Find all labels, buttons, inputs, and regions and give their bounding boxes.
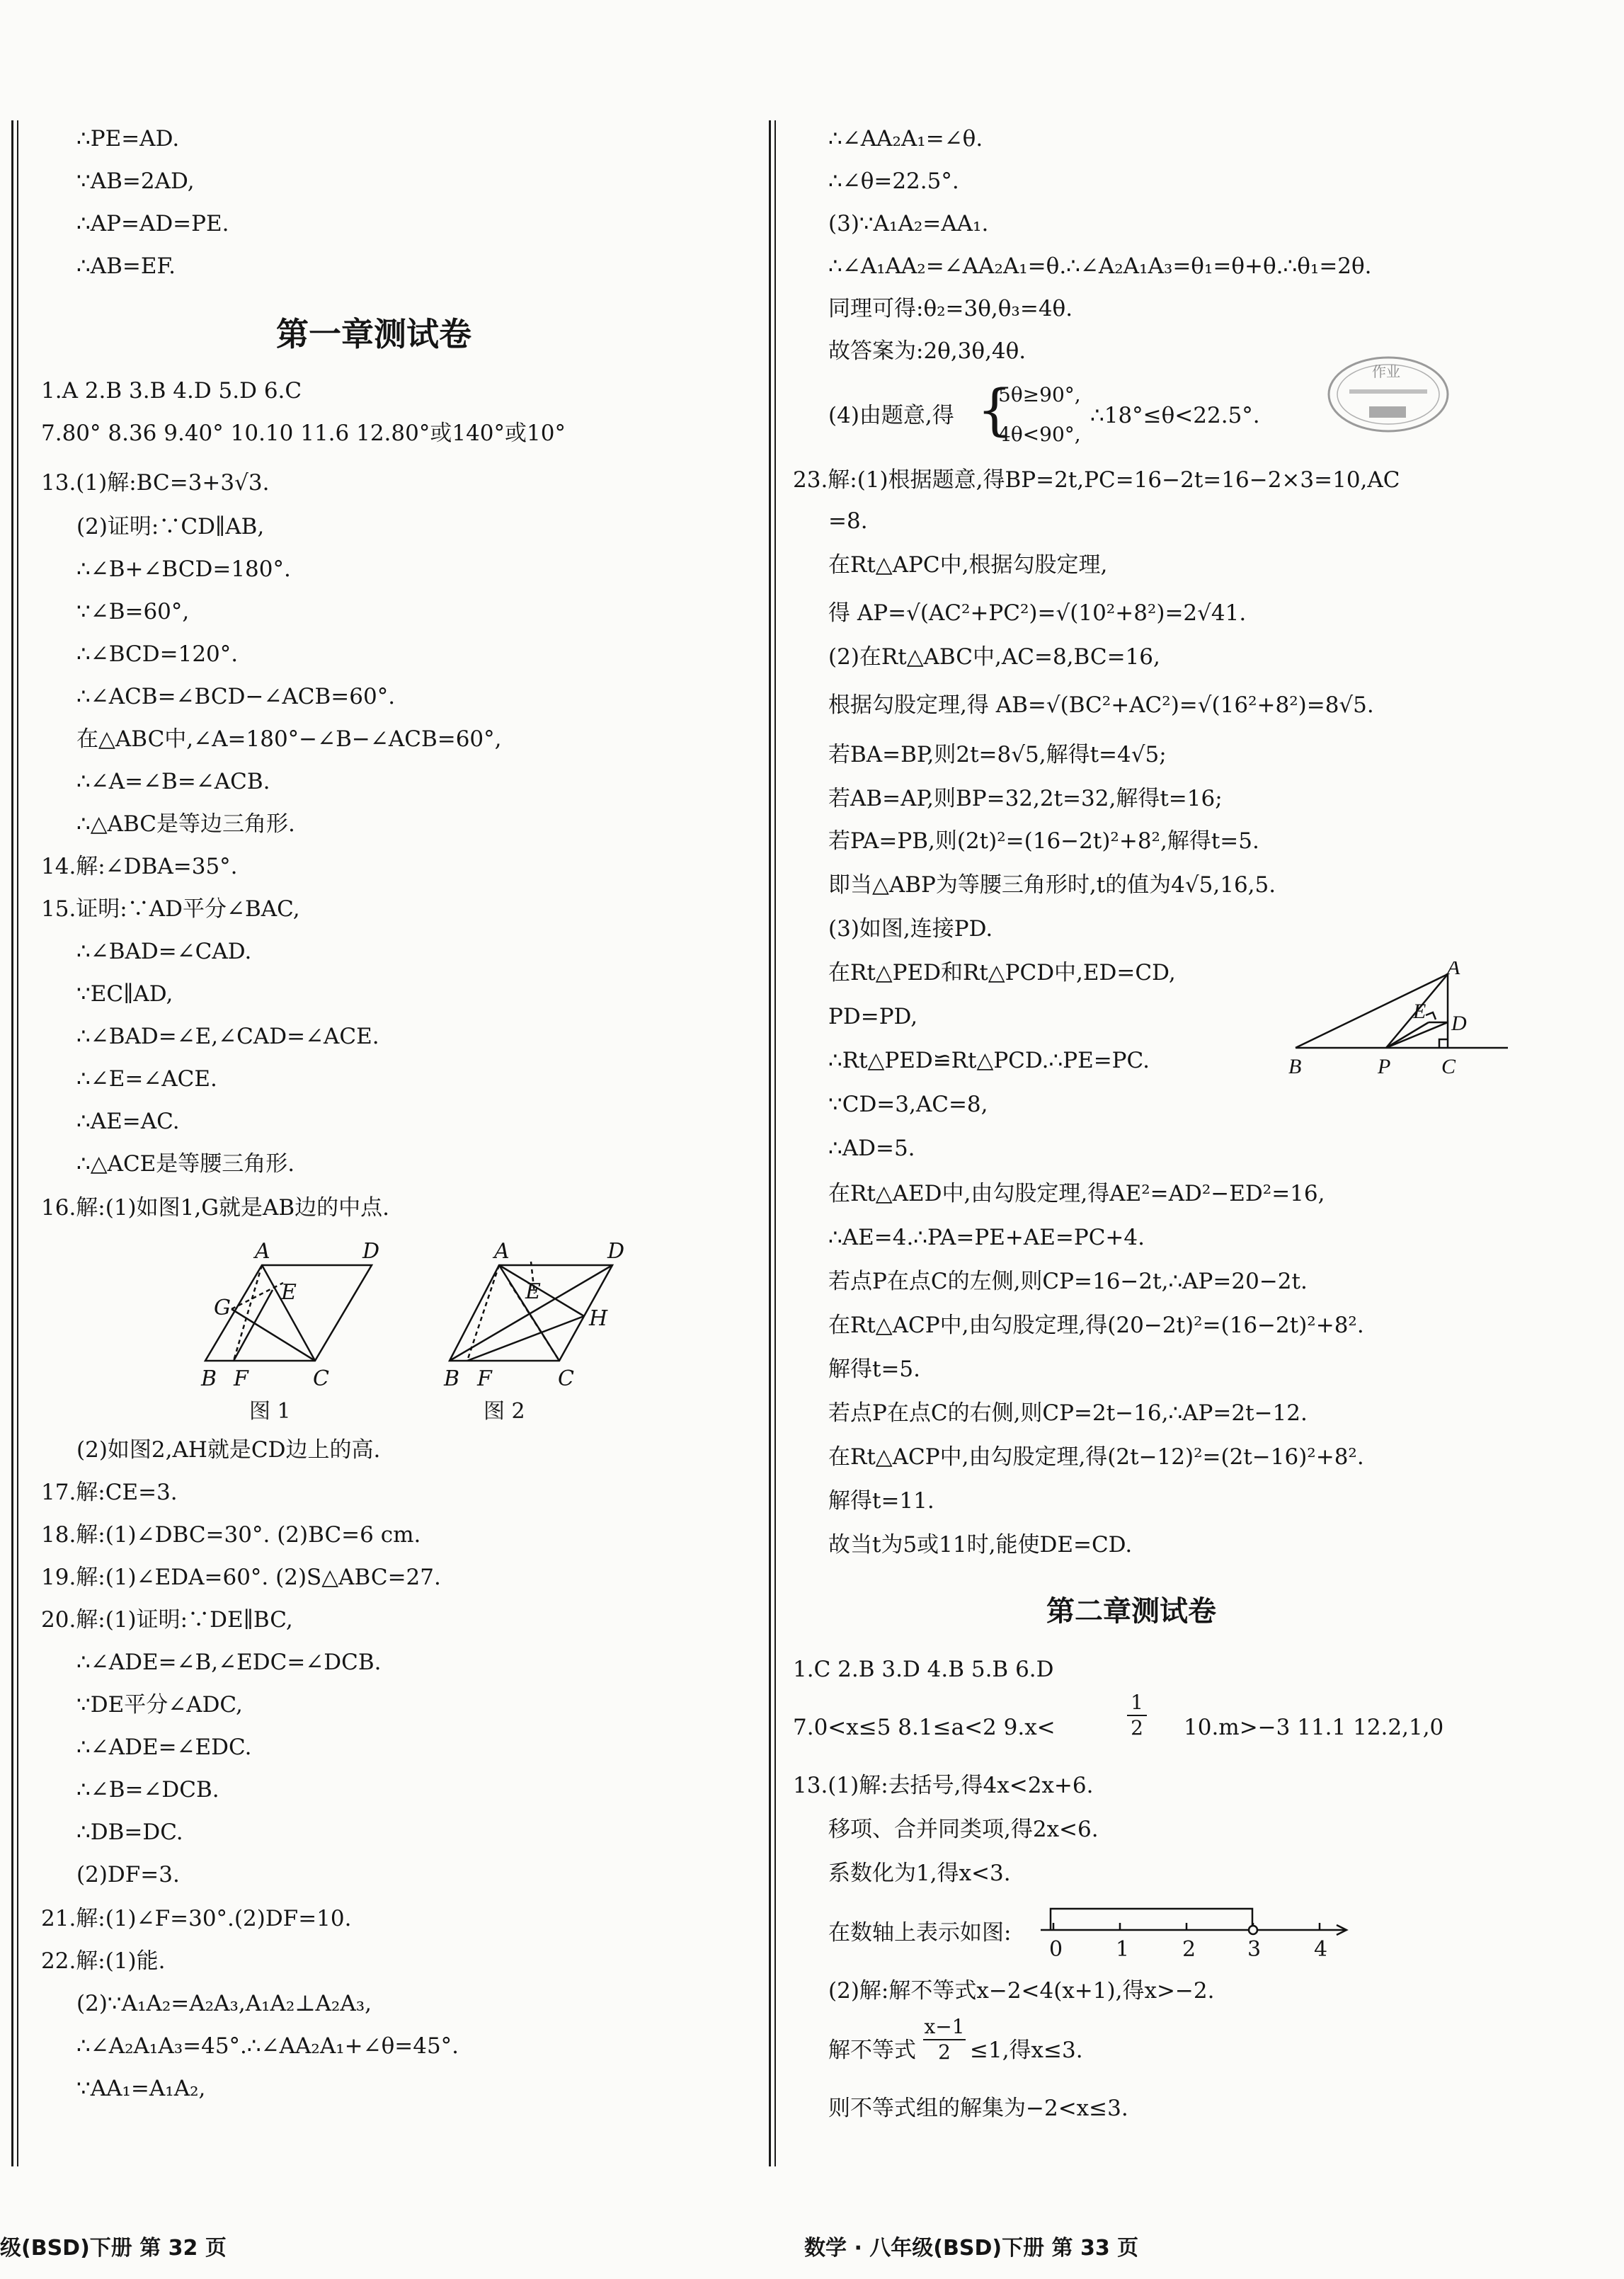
center-margin-rule — [769, 120, 771, 2166]
text-line: 根据勾股定理,得 AB=√(BC²+AC²)=√(16²+8²)=8√5. — [828, 692, 1374, 718]
text-line: (2)如图2,AH就是CD边上的高. — [76, 1437, 381, 1463]
fraction-one-half — [1127, 1691, 1147, 1740]
number-line-tick-label: 2 — [1182, 1937, 1196, 1962]
text-line: 即当△ABP为等腰三角形时,t的值为4√5,16,5. — [828, 872, 1276, 898]
text-line: 在Rt△APC中,根据勾股定理, — [828, 552, 1108, 578]
text-line: ∴∠A₂A₁A₃=45°.∴∠AA₂A₁+∠θ=45°. — [76, 2033, 459, 2059]
text-line: 解得t=11. — [828, 1488, 934, 1514]
text-line: PD=PD, — [828, 1004, 918, 1029]
fig2-label-h: H — [589, 1306, 608, 1331]
text-line: (4)由题意,得 — [828, 403, 954, 428]
text-line: (2)∵A₁A₂=A₂A₃,A₁A₂⊥A₂A₃, — [76, 1991, 372, 2016]
text-line: ∵EC∥AD, — [76, 981, 173, 1007]
text-line: 若点P在点C的左侧,则CP=16−2t,∴AP=20−2t. — [828, 1269, 1308, 1294]
text-line: ∴∠B+∠BCD=180°. — [76, 556, 291, 582]
fig2-segment-fh — [467, 1316, 584, 1361]
text-line: 在Rt△ACP中,由勾股定理,得(20−2t)²=(16−2t)²+8². — [828, 1313, 1364, 1338]
fraction-denominator: 2 — [938, 2040, 951, 2064]
left-margin-rule-2 — [17, 120, 18, 2166]
text-line: ∵CD=3,AC=8, — [828, 1092, 988, 1117]
fig3-label-e: E — [1413, 1000, 1426, 1023]
text-line: ∵AB=2AD, — [76, 169, 195, 194]
fraction-numerator: x−1 — [923, 2015, 966, 2040]
fig2-label-e: E — [525, 1279, 541, 1304]
number-line-tick-label: 4 — [1314, 1937, 1328, 1962]
fig2-label-b: B — [444, 1366, 460, 1391]
text-line: ∴AB=EF. — [76, 253, 176, 279]
fig2-dashed-1 — [467, 1265, 499, 1361]
text-line: ∴AD=5. — [828, 1136, 915, 1161]
fig2-segment-ah — [499, 1265, 584, 1316]
text-line: ∴DB=DC. — [76, 1820, 183, 1845]
text-line: ∵DE平分∠ADC, — [76, 1692, 243, 1718]
text-line: ∴∠BAD=∠CAD. — [76, 939, 252, 964]
text-line: ∴△ACE是等腰三角形. — [76, 1151, 295, 1177]
answer-line: 7.80° 8.36 9.40° 10.10 11.6 12.80°或140°或10° — [41, 421, 566, 446]
text-line: 系数化为1,得x<3. — [828, 1861, 1011, 1886]
text-line: 故当t为5或11时,能使DE=CD. — [828, 1532, 1133, 1558]
fig3-label-p: P — [1378, 1055, 1391, 1078]
fig1-label-g: G — [214, 1296, 231, 1320]
solution-bracket — [1051, 1909, 1252, 1930]
inequality-brace: { — [977, 379, 1012, 442]
text-line: 移项、合并同类项,得2x<6. — [828, 1817, 1099, 1842]
fig3-right-angle-e — [1426, 1012, 1436, 1019]
text-line: ∴AE=AC. — [76, 1109, 180, 1134]
fig3-label-c: C — [1441, 1055, 1456, 1078]
text-line: ∴PE=AD. — [76, 126, 180, 152]
text-line: 解得t=5. — [828, 1356, 921, 1382]
text-line: ∴AP=AD=PE. — [76, 211, 229, 236]
left-page-footer: 级(BSD)下册 第 32 页 — [0, 2236, 227, 2261]
fig1-label-a: A — [255, 1240, 270, 1264]
text-line: ∴AE=4.∴PA=PE+AE=PC+4. — [828, 1225, 1145, 1250]
text-line: 在Rt△AED中,由勾股定理,得AE²=AD²−ED²=16, — [828, 1181, 1325, 1206]
fig2-label-c: C — [558, 1366, 574, 1391]
text-line: ∴∠E=∠ACE. — [76, 1066, 217, 1092]
number-line — [1034, 1863, 1359, 1941]
text-line: (3)如图,连接PD. — [828, 916, 993, 942]
figure-2-caption: 图 2 — [484, 1399, 525, 1424]
fig3-right-angle-c — [1439, 1039, 1448, 1048]
answer-line: 17.解:CE=3. — [41, 1480, 178, 1505]
triangle-figure — [1274, 961, 1515, 1082]
text-line: ≤1,得x≤3. — [970, 2038, 1083, 2063]
text-line: 若点P在点C的右侧,则CP=2t−16,∴AP=2t−12. — [828, 1400, 1308, 1426]
text-line: ∴∠θ=22.5°. — [828, 169, 959, 194]
text-line: ∴∠A₁AA₂=∠AA₂A₁=θ.∴∠A₂A₁A₃=θ₁=θ+θ.∴θ₁=2θ. — [828, 253, 1372, 279]
text-line: 得 AP=√(AC²+PC²)=√(10²+8²)=2√41. — [828, 600, 1247, 626]
fig1-label-d: D — [362, 1240, 380, 1264]
text-line: ∴∠A=∠B=∠ACB. — [76, 769, 270, 794]
left-margin-rule — [11, 120, 13, 2166]
text-line: ∴∠ADE=∠EDC. — [76, 1735, 252, 1760]
fig1-dashed-2 — [231, 1283, 283, 1309]
chapter-2-heading: 第二章测试卷 — [1046, 1595, 1216, 1628]
fig2-label-a: A — [494, 1240, 510, 1264]
fig1-segment-gc — [231, 1309, 315, 1361]
answer-line: 7.0<x≤5 8.1≤a<2 9.x< — [793, 1715, 1056, 1740]
text-line: ∴∠BAD=∠E,∠CAD=∠ACE. — [76, 1024, 379, 1049]
fig1-label-c: C — [313, 1366, 329, 1391]
homework-stamp — [1325, 353, 1451, 436]
answer-line: 1.A 2.B 3.B 4.D 5.D 6.C — [41, 378, 302, 404]
text-line: ∴∠B=∠DCB. — [76, 1777, 219, 1803]
fig3-label-b: B — [1288, 1055, 1302, 1078]
answer-line: 23.解:(1)根据题意,得BP=2t,PC=16−2t=16−2×3=10,AC — [793, 467, 1400, 493]
text-line: 在数轴上表示如图: — [828, 1920, 1012, 1946]
svg-text:作业: 作业 — [1372, 363, 1400, 380]
text-line: (2)证明:∵CD∥AB, — [76, 514, 265, 539]
right-page-footer: 数学 · 八年级(BSD)下册 第 33 页 — [804, 2236, 1139, 2261]
text-line: ∴∠BCD=120°. — [76, 641, 239, 667]
answer-line: 19.解:(1)∠EDA=60°. (2)S△ABC=27. — [41, 1565, 441, 1590]
text-line: (2)DF=3. — [76, 1862, 180, 1887]
text-line: =8. — [828, 508, 868, 534]
chapter-1-heading: 第一章测试卷 — [276, 315, 471, 353]
fig3-label-d: D — [1451, 1012, 1467, 1035]
answer-line: 14.解:∠DBA=35°. — [41, 854, 238, 879]
text-line: ∴18°≤θ<22.5°. — [1090, 403, 1260, 428]
text-line: ∴∠AA₂A₁=∠θ. — [828, 126, 983, 152]
answer-line: 20.解:(1)证明:∵DE∥BC, — [41, 1607, 293, 1633]
inequality-system-line: 5θ≥90°, — [998, 383, 1081, 406]
answer-line: 10.m>−3 11.1 12.2,1,0 — [1184, 1715, 1444, 1740]
text-line: 在Rt△PED和Rt△PCD中,ED=CD, — [828, 960, 1176, 986]
text-line: ∵AA₁=A₁A₂, — [76, 2076, 206, 2101]
answer-line: 1.C 2.B 3.D 4.B 5.B 6.D — [793, 1657, 1054, 1682]
number-line-tick-label: 3 — [1247, 1937, 1262, 1962]
open-point-3 — [1249, 1926, 1257, 1934]
fig1-label-b: B — [201, 1366, 217, 1391]
fig1-label-e: E — [281, 1280, 297, 1305]
fig3-segment-pe — [1386, 1022, 1429, 1048]
text-line: 解不等式 — [828, 2038, 916, 2063]
text-line: ∴Rt△PED≌Rt△PCD.∴PE=PC. — [828, 1048, 1150, 1073]
text-line: (2)在Rt△ABC中,AC=8,BC=16, — [828, 644, 1160, 670]
answer-line: 13.(1)解:BC=3+3√3. — [41, 470, 270, 496]
text-line: (2)解:解不等式x−2<4(x+1),得x>−2. — [828, 1978, 1215, 2004]
fig1-segment-ef — [234, 1290, 273, 1361]
answer-line: 13.(1)解:去括号,得4x<2x+6. — [793, 1773, 1094, 1798]
text-line: ∴∠ADE=∠B,∠EDC=∠DCB. — [76, 1650, 382, 1675]
text-line: 若AB=AP,则BP=32,2t=32,解得t=16; — [828, 786, 1223, 811]
number-line-tick-label: 0 — [1049, 1937, 1063, 1962]
fig1-label-f: F — [234, 1366, 248, 1391]
text-line: 故答案为:2θ,3θ,4θ. — [828, 338, 1027, 364]
text-line: 若PA=PB,则(2t)²=(16−2t)²+8²,解得t=5. — [828, 828, 1259, 854]
fraction-x-minus-1-over-2 — [923, 2015, 966, 2064]
text-line: 则不等式组的解集为−2<x≤3. — [828, 2096, 1128, 2121]
fig2-label-d: D — [607, 1240, 625, 1264]
answer-line: 16.解:(1)如图1,G就是AB边的中点. — [41, 1195, 390, 1221]
text-line: (3)∵A₁A₂=AA₁. — [828, 211, 989, 236]
text-line: ∵∠B=60°, — [76, 599, 190, 624]
answer-line: 21.解:(1)∠F=30°.(2)DF=10. — [41, 1906, 352, 1931]
fraction-denominator: 2 — [1131, 1716, 1143, 1740]
fig2-label-f: F — [477, 1366, 492, 1391]
figure-1-caption: 图 1 — [249, 1399, 291, 1424]
text-line: 在Rt△ACP中,由勾股定理,得(2t−12)²=(2t−16)²+8². — [828, 1444, 1364, 1470]
text-line: ∴∠ACB=∠BCD−∠ACB=60°. — [76, 684, 396, 709]
figure-2 — [450, 1262, 612, 1361]
text-line: 在△ABC中,∠A=180°−∠B−∠ACB=60°, — [76, 726, 502, 752]
text-line: ∴△ABC是等边三角形. — [76, 811, 295, 837]
center-margin-rule-2 — [774, 120, 776, 2166]
answer-line: 18.解:(1)∠DBC=30°. (2)BC=6 cm. — [41, 1522, 421, 1548]
fig3-label-a: A — [1447, 961, 1460, 979]
answer-line: 22.解:(1)能. — [41, 1948, 166, 1974]
answer-line: 15.证明:∵AD平分∠BAC, — [41, 896, 300, 922]
text-line: 若BA=BP,则2t=8√5,解得t=4√5; — [828, 742, 1167, 767]
fraction-numerator: 1 — [1127, 1691, 1147, 1716]
text-line: 同理可得:θ₂=3θ,θ₃=4θ. — [828, 296, 1073, 321]
inequality-system-line: 4θ<90°, — [998, 423, 1081, 446]
number-line-tick-label: 1 — [1116, 1937, 1130, 1962]
